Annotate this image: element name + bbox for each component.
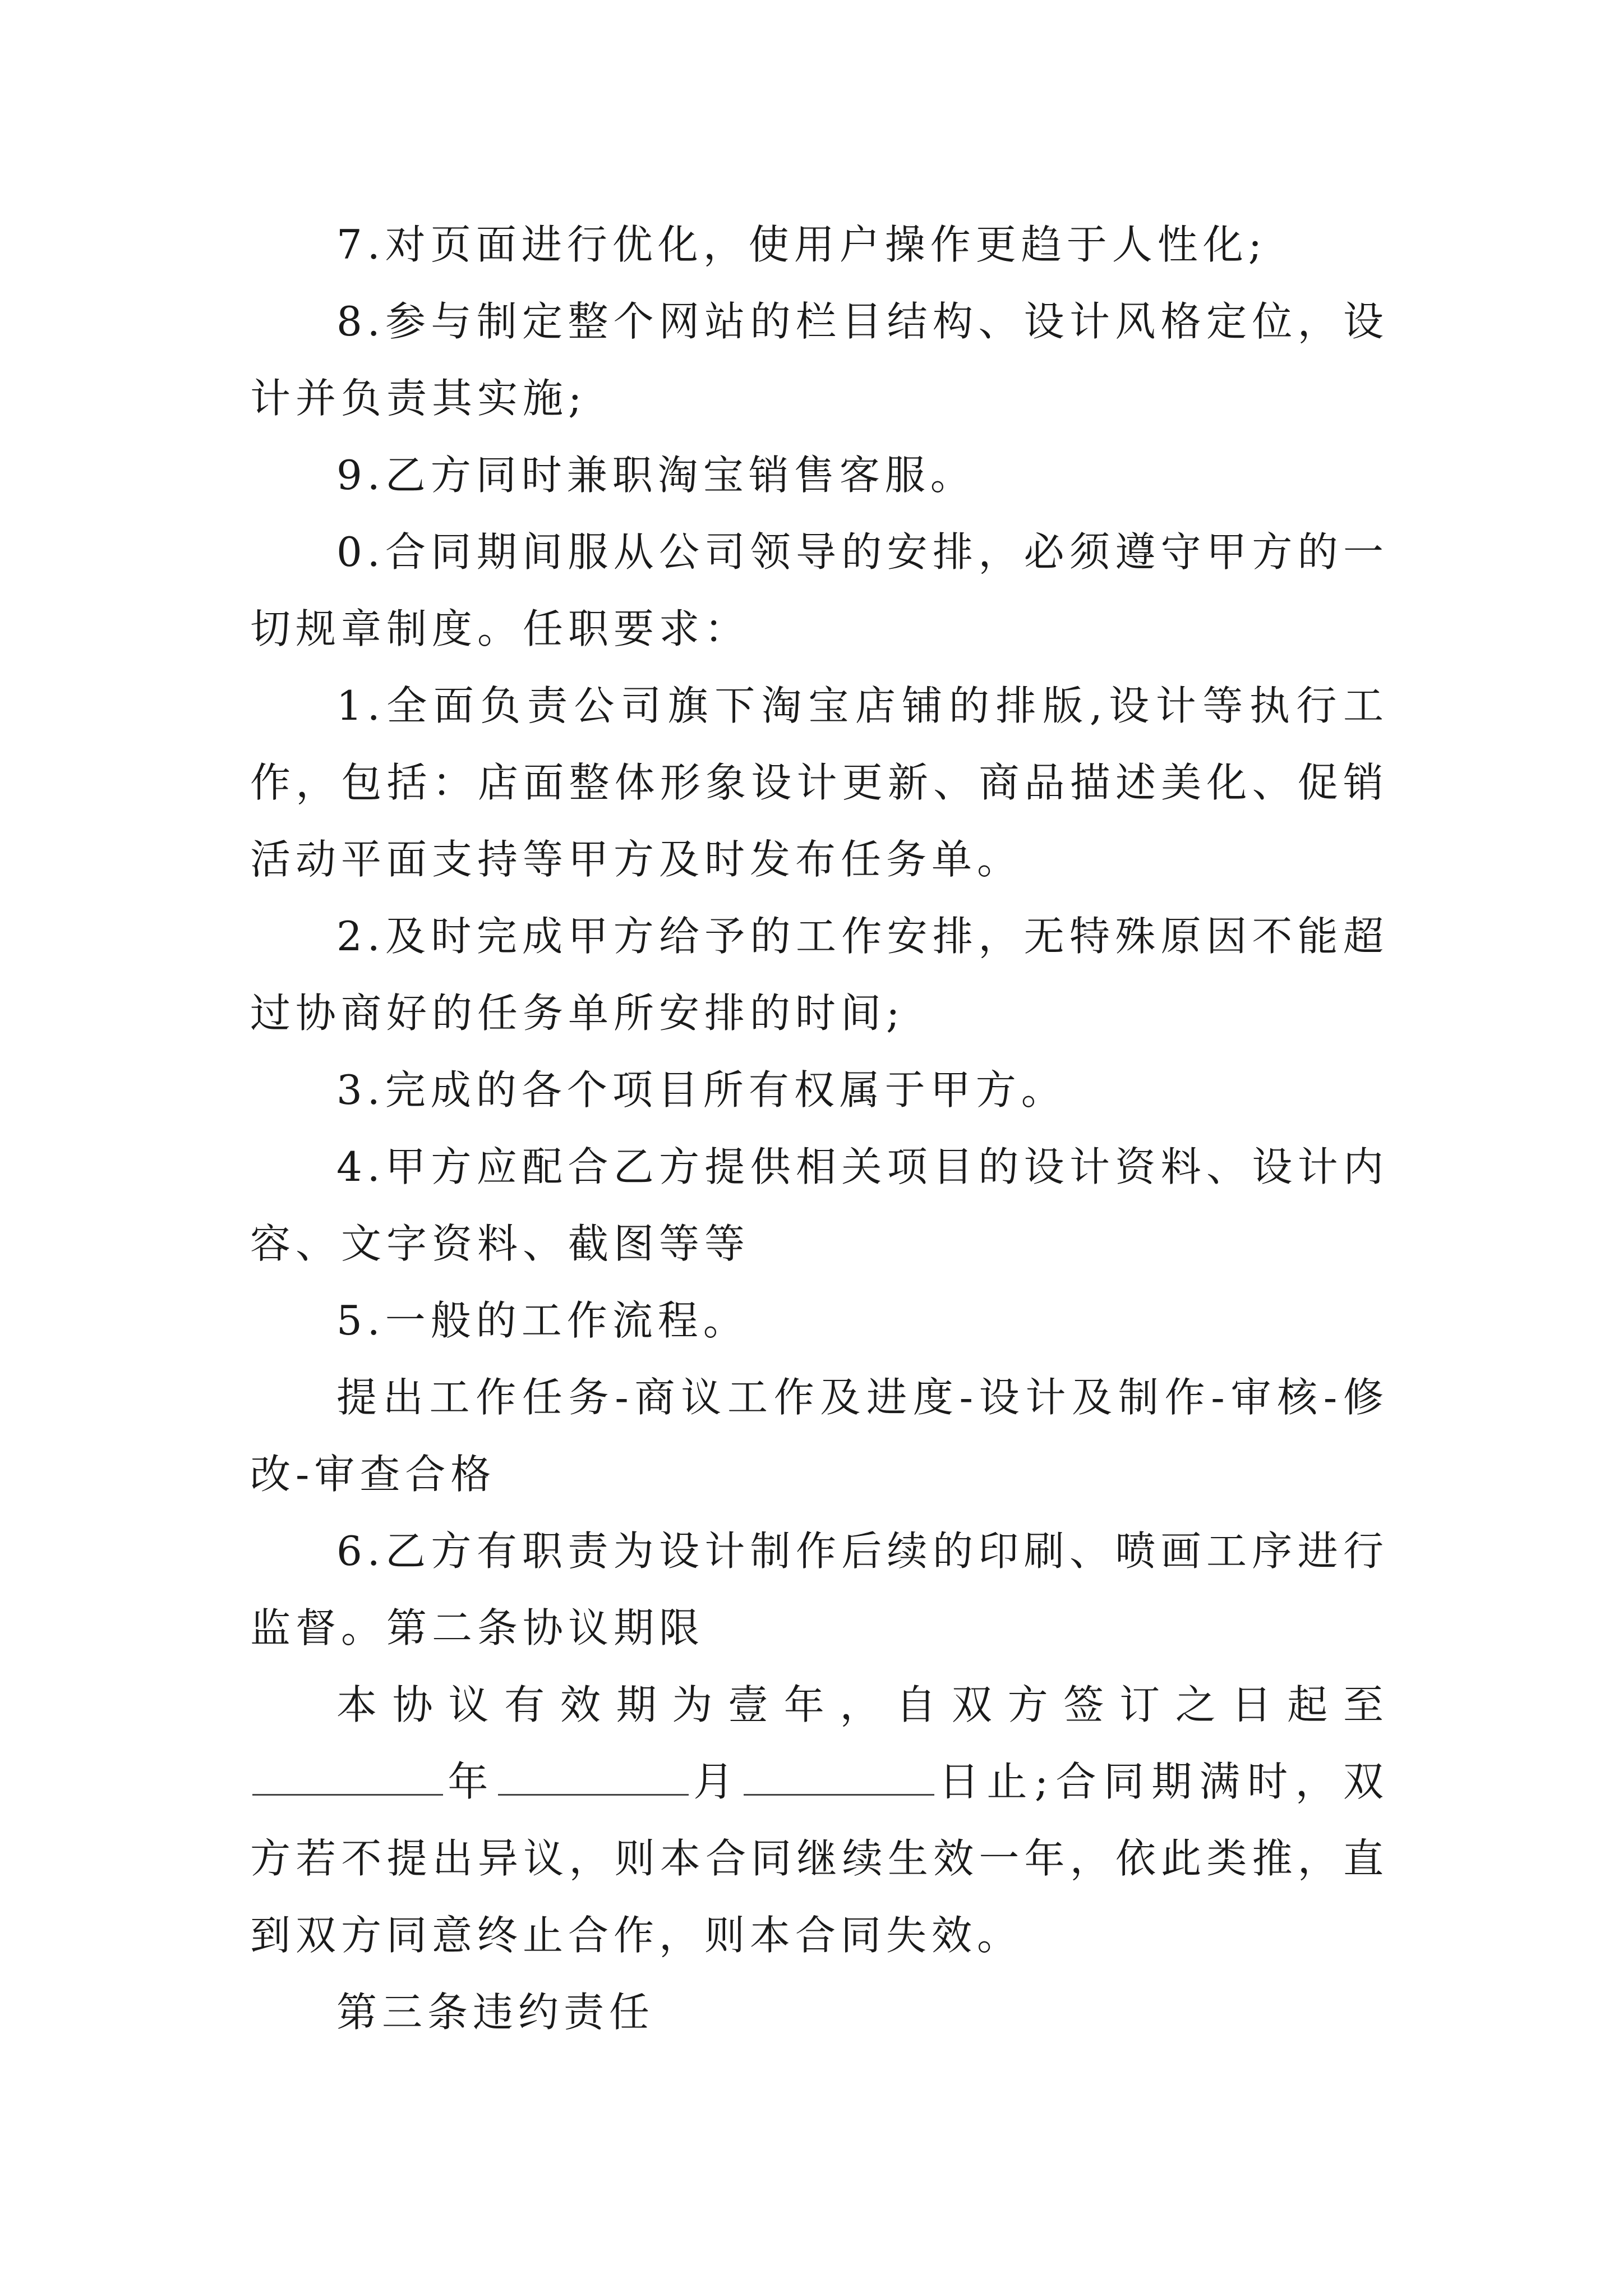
paragraph-term-clause bbox=[250, 1667, 1389, 1974]
paragraph-requirement-6: 6.乙方有职责为设计制作后续的印刷、喷画工序进行监督。第二条协议期限 bbox=[250, 1527, 1389, 1651]
paragraph-requirement-3: 3.完成的各个项目所有权属于甲方。 bbox=[336, 1066, 1067, 1114]
paragraph-requirement-1: 1.全面负责公司旗下淘宝店铺的排版,设计等执行工作，包括：店面整体形象设计更新、商品描述美化、促销活动平面支持等甲方及时发布任务单。 bbox=[250, 682, 1389, 883]
paragraph-item-9: 9.乙方同时兼职淘宝销售客服。 bbox=[336, 452, 976, 499]
paragraph-requirement-4: 4.甲方应配合乙方提供相关项目的设计资料、设计内容、文字资料、截图等等 bbox=[250, 1143, 1389, 1267]
blank-end-day bbox=[744, 1752, 934, 1796]
paragraph-item-0: 0.合同期间服从公司领导的安排，必须遵守甲方的一切规章制度。任职要求： bbox=[250, 528, 1389, 652]
term-clause-part2: 日止;合同期满时，双方若不提出异议，则本合同继续生效一年，依此类推，直到双方同意终止合作，则本合同失效。 bbox=[250, 1758, 1389, 1959]
blank-end-month bbox=[498, 1752, 689, 1796]
document-page bbox=[250, 206, 1389, 2051]
paragraph-workflow: 提出工作任务-商议工作及进度-设计及制作-审核-修改-审查合格 bbox=[250, 1374, 1389, 1498]
term-year-label: 年 bbox=[445, 1758, 496, 1805]
term-clause-part1: 本协议有效期为壹年，自双方签订之日起至 bbox=[336, 1681, 1389, 1728]
paragraph-item-7: 7.对页面进行优化，使用户操作更趋于人性化; bbox=[336, 221, 1267, 268]
paragraph-requirement-5: 5.一般的工作流程。 bbox=[336, 1297, 749, 1344]
blank-end-date-day bbox=[252, 1752, 443, 1796]
paragraph-item-8: 8.参与制定整个网站的栏目结构、设计风格定位，设计并负责其实施; bbox=[250, 298, 1389, 422]
term-month-label: 月 bbox=[690, 1758, 741, 1805]
paragraph-requirement-2: 2.及时完成甲方给予的工作安排，无特殊原因不能超过协商好的任务单所安排的时间; bbox=[250, 913, 1389, 1037]
section-heading: 第三条违约责任 bbox=[336, 1989, 655, 2036]
